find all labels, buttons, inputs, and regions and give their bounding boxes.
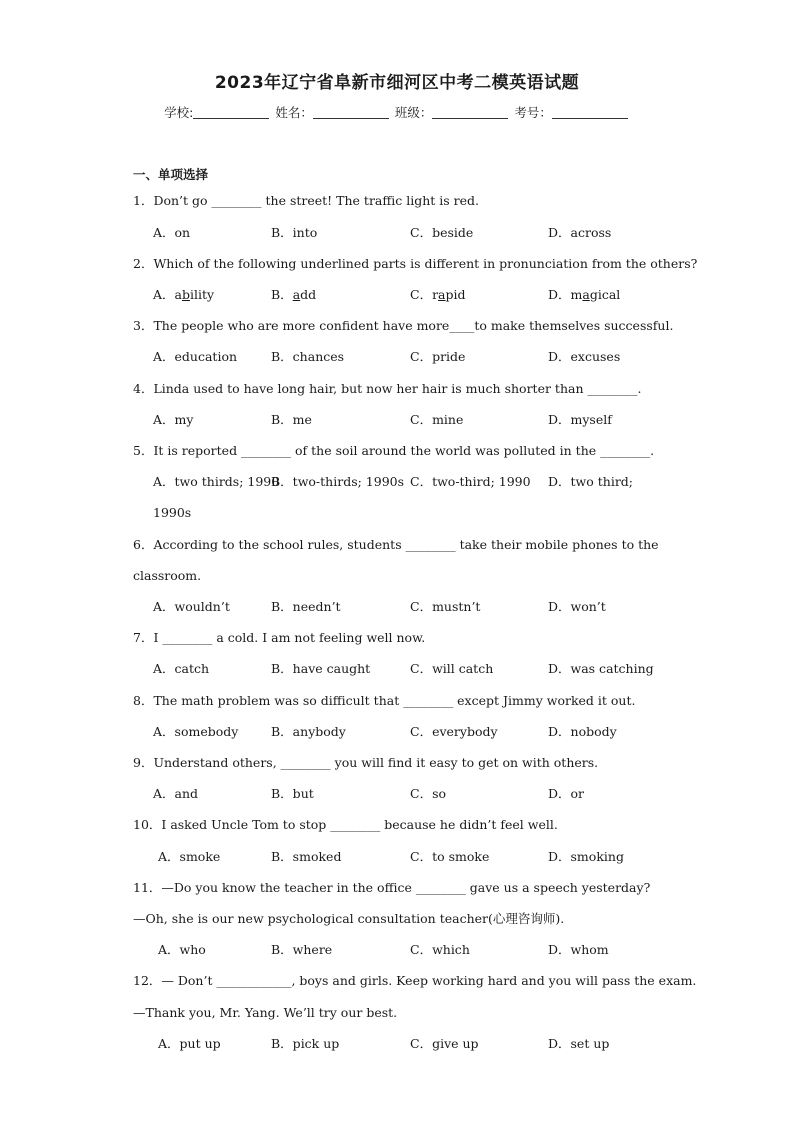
question-stem-continuation: —Thank you, Mr. Yang. We’ll try our best. bbox=[133, 1005, 398, 1020]
option-a[interactable]: A．on bbox=[153, 225, 191, 240]
option-b[interactable]: B．needn’t bbox=[271, 599, 341, 614]
option-a[interactable]: A．two thirds; 1990 bbox=[153, 474, 280, 489]
option-c[interactable]: C．rapid bbox=[410, 287, 466, 302]
option-a[interactable]: A．wouldn’t bbox=[153, 599, 230, 614]
question-stem: 6．According to the school rules, students ________ take their mobile phones to the bbox=[133, 537, 659, 552]
question-stem: 2．Which of the following underlined parts is different in pronunciation from the others? bbox=[133, 256, 698, 271]
option-b[interactable]: B．anybody bbox=[271, 724, 346, 739]
option-d[interactable]: D．or bbox=[548, 786, 585, 801]
option-b[interactable]: B．add bbox=[271, 287, 317, 302]
option-d[interactable]: D．magical bbox=[548, 287, 621, 302]
question-stem: 8．The math problem was so difficult that ________ except Jimmy worked it out. bbox=[133, 693, 636, 708]
option-d[interactable]: D．set up bbox=[548, 1036, 610, 1051]
question-stem: 7．I ________ a cold. I am not feeling well now. bbox=[133, 630, 426, 645]
option-c[interactable]: C．two-third; 1990 bbox=[410, 474, 531, 489]
option-b[interactable]: B．where bbox=[271, 942, 333, 957]
question-stem: 3．The people who are more confident have more____to make themselves successful. bbox=[133, 318, 674, 333]
option-d[interactable]: D．smoking bbox=[548, 849, 624, 864]
option-c[interactable]: C．which bbox=[410, 942, 470, 957]
option-c[interactable]: C．will catch bbox=[410, 661, 494, 676]
option-c[interactable]: C．so bbox=[410, 786, 447, 801]
option-a[interactable]: A．somebody bbox=[153, 724, 239, 739]
option-a[interactable]: A．my bbox=[153, 412, 194, 427]
exam-title: 2023年辽宁省阜新市细河区中考二模英语试题 bbox=[214, 73, 580, 93]
option-c[interactable]: C．mine bbox=[410, 412, 464, 427]
option-b[interactable]: B．smoked bbox=[271, 849, 342, 864]
option-a[interactable]: A．education bbox=[153, 349, 238, 364]
question-stem: 10．I asked Uncle Tom to stop ________ because he didn’t feel well. bbox=[133, 817, 558, 832]
option-b[interactable]: B．but bbox=[271, 786, 314, 801]
option-b[interactable]: B．have caught bbox=[271, 661, 371, 676]
option-b[interactable]: B．chances bbox=[271, 349, 345, 364]
school-blank[interactable] bbox=[193, 106, 269, 119]
option-a[interactable]: A．and bbox=[153, 786, 199, 801]
question-stem-continuation: classroom. bbox=[133, 568, 202, 583]
name-label: 姓名： bbox=[275, 105, 313, 120]
student-info-row bbox=[0, 103, 794, 121]
school-label: 学校: bbox=[164, 105, 194, 120]
option-d-continuation: 1990s bbox=[153, 505, 192, 520]
option-d[interactable]: D．myself bbox=[548, 412, 612, 427]
option-d[interactable]: D．won’t bbox=[548, 599, 606, 614]
question-stem: 9．Understand others, ________ you will find it easy to get on with others. bbox=[133, 755, 599, 770]
option-a[interactable]: A．who bbox=[158, 942, 206, 957]
option-d[interactable]: D．nobody bbox=[548, 724, 617, 739]
option-a[interactable]: A．smoke bbox=[158, 849, 221, 864]
option-c[interactable]: C．everybody bbox=[410, 724, 498, 739]
question-stem: 1．Don’t go ________ the street! The traffic light is red. bbox=[133, 193, 480, 208]
option-d[interactable]: D．was catching bbox=[548, 661, 654, 676]
option-d[interactable]: D．two third; bbox=[548, 474, 634, 489]
question-stem: 12．— Don’t ____________, boys and girls. Keep working hard and you will pass the exam. bbox=[133, 973, 697, 988]
option-c[interactable]: C．mustn’t bbox=[410, 599, 481, 614]
option-c[interactable]: C．pride bbox=[410, 349, 466, 364]
option-d[interactable]: D．whom bbox=[548, 942, 609, 957]
question-stem: 11．—Do you know the teacher in the office ________ gave us a speech yesterday? bbox=[133, 880, 651, 895]
option-b[interactable]: B．me bbox=[271, 412, 312, 427]
option-c[interactable]: C．beside bbox=[410, 225, 474, 240]
option-a[interactable]: A．put up bbox=[158, 1036, 221, 1051]
option-d[interactable]: D．across bbox=[548, 225, 612, 240]
option-d[interactable]: D．excuses bbox=[548, 349, 621, 364]
section-heading: 一、单项选择 bbox=[133, 167, 209, 182]
option-b[interactable]: B．into bbox=[271, 225, 318, 240]
option-c[interactable]: C．give up bbox=[410, 1036, 479, 1051]
number-label: 考号： bbox=[514, 105, 552, 120]
option-b[interactable]: B．pick up bbox=[271, 1036, 340, 1051]
name-blank[interactable] bbox=[313, 106, 389, 119]
option-b[interactable]: B．two-thirds; 1990s bbox=[271, 474, 405, 489]
question-stem-continuation: —Oh, she is our new psychological consultation teacher(心理咨询师). bbox=[133, 911, 565, 926]
question-stem: 4．Linda used to have long hair, but now her hair is much shorter than ________. bbox=[133, 381, 642, 396]
option-a[interactable]: A．ability bbox=[153, 287, 215, 302]
question-stem: 5．It is reported ________ of the soil around the world was polluted in the ________. bbox=[133, 443, 655, 458]
option-a[interactable]: A．catch bbox=[153, 661, 210, 676]
class-blank[interactable] bbox=[432, 106, 508, 119]
option-c[interactable]: C．to smoke bbox=[410, 849, 490, 864]
number-blank[interactable] bbox=[552, 106, 628, 119]
class-label: 班级： bbox=[394, 105, 433, 120]
